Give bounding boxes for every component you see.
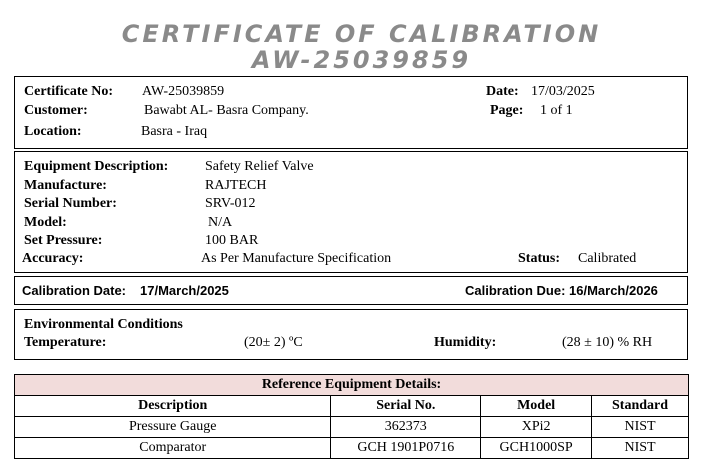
date-label: Date: [486,84,519,99]
table-cell: 362373 [331,417,481,438]
page-value: 1 of 1 [540,103,573,118]
serial-number-label: Serial Number: [24,196,117,211]
table-cell: XPi2 [481,417,592,438]
calibration-date-value: 17/March/2025 [140,283,229,298]
location-label: Location: [24,124,82,139]
equipment-description-value: Safety Relief Valve [205,159,314,174]
table-title-row [15,375,689,396]
calibration-dates-box [14,276,688,305]
status-value: Calibrated [578,251,637,266]
accuracy-label: Accuracy: [22,251,84,266]
certificate-title: CERTIFICATE OF CALIBRATION [121,20,602,48]
environment-heading: Environmental Conditions [24,317,183,332]
cert-no-value: AW-25039859 [142,84,225,99]
humidity-value: (28 ± 10) % RH [562,335,653,350]
temperature-value: (20± 2) ºC [244,335,303,350]
manufacture-value: RAJTECH [205,178,267,193]
status-label: Status: [518,251,561,266]
temperature-label: Temperature: [24,335,107,350]
column-header: Description [15,396,331,417]
table-header-row [15,396,689,417]
serial-number-value: SRV-012 [205,196,256,211]
table-cell: Pressure Gauge [15,417,331,438]
table-cell: NIST [592,417,689,438]
reference-equipment-table [14,374,689,459]
table-cell: Comparator [15,438,331,459]
equipment-box [14,151,688,273]
model-value: N/A [208,215,233,230]
certificate-info-box [14,76,688,149]
accuracy-value: As Per Manufacture Specification [201,251,392,266]
reference-heading: Reference Equipment Details: [15,375,689,396]
column-header: Standard [592,396,689,417]
table-row [15,438,689,459]
manufacture-label: Manufacture: [24,178,107,193]
customer-value: Bawabt AL- Basra Company. [144,103,309,118]
column-header: Model [481,396,592,417]
calibration-due: Calibration Due: 16/March/2026 [465,283,658,298]
column-header: Serial No. [331,396,481,417]
table-cell: NIST [592,438,689,459]
customer-label: Customer: [24,103,88,118]
date-value: 17/03/2025 [531,84,595,99]
location-value: Basra - Iraq [141,124,208,139]
table-row [15,417,689,438]
humidity-label: Humidity: [434,335,497,350]
model-label: Model: [24,215,67,230]
table-cell: GCH1000SP [481,438,592,459]
table-cell: GCH 1901P0716 [331,438,481,459]
calibration-date-label: Calibration Date: [22,283,127,298]
environment-box [14,309,688,360]
certificate-number-title: AW-25039859 [251,46,472,74]
equipment-description-label: Equipment Description: [24,159,169,174]
page-label: Page: [490,103,524,118]
cert-no-label: Certificate No: [24,84,114,99]
set-pressure-label: Set Pressure: [24,233,103,248]
set-pressure-value: 100 BAR [205,233,259,248]
